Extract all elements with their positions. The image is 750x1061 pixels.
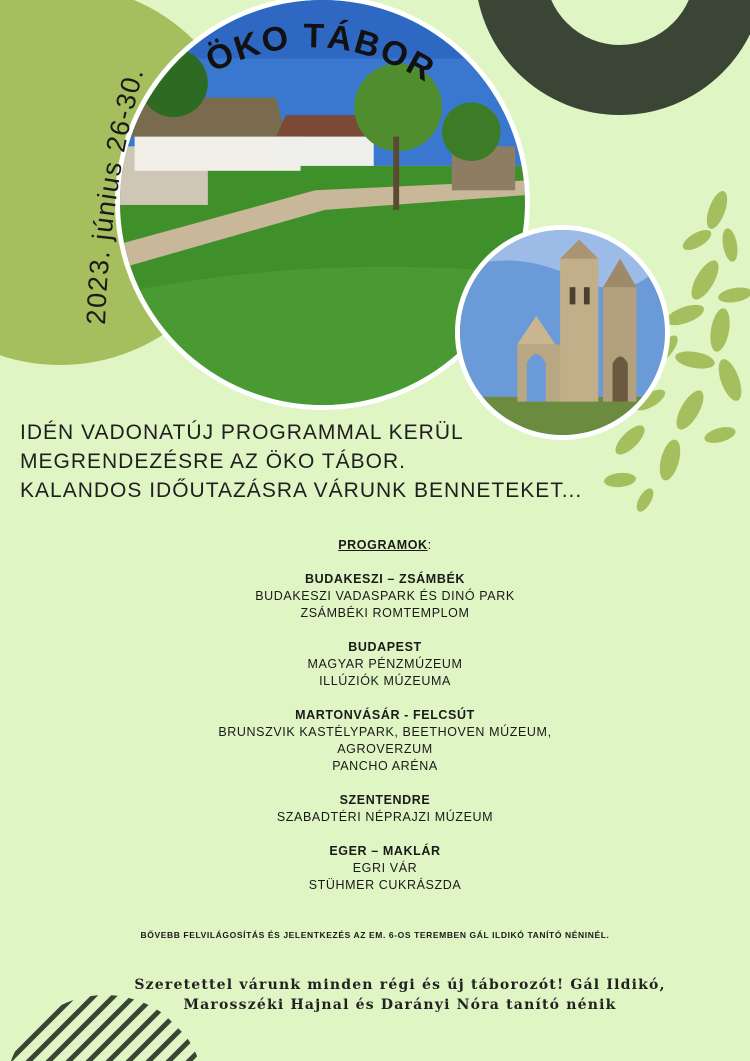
intro-line: IDÉN VADONATÚJ PROGRAMMAL KERÜL: [20, 421, 464, 444]
program-group: [0, 707, 750, 775]
program-group-title: BUDAKESZI – ZSÁMBÉK: [304, 572, 466, 586]
program-group-title: MARTONVÁSÁR - FELCSÚT: [295, 708, 475, 722]
intro-line: KALANDOS IDŐUTAZÁSRA VÁRUNK BENNETEKET...: [20, 479, 583, 502]
program-item: ILLÚZIÓK MÚZEUMA: [319, 674, 451, 688]
closing-line: Marosszéki Hajnal és Darányi Nóra tanító nénik: [183, 997, 617, 1013]
dark-ring-decoration: [470, 0, 750, 130]
svg-text:ÖKO TÁBOR: ÖKO TÁBOR: [200, 17, 442, 90]
program-item: MAGYAR PÉNZMÚZEUM: [307, 657, 463, 671]
intro-text: [20, 418, 640, 505]
title-text: [190, 10, 450, 90]
program-item: BRUNSZVIK KASTÉLYPARK, BEETHOVEN MÚZEUM,: [218, 725, 552, 739]
program-item: EGRI VÁR: [352, 861, 418, 875]
closing-message: [80, 975, 720, 1015]
closing-line: Szeretettel várunk minden régi és új táborozót! Gál Ildikó,: [134, 977, 666, 993]
date-text: [60, 20, 180, 340]
program-item: SZABADTÉRI NÉPRAJZI MÚZEUM: [276, 810, 494, 824]
program-group: [0, 571, 750, 622]
program-item: STÜHMER CUKRÁSZDA: [308, 878, 462, 892]
church-ruin-photo: [455, 225, 670, 440]
program-group: [0, 792, 750, 826]
program-group: [0, 639, 750, 690]
program-group: [0, 843, 750, 894]
programs-list: [0, 537, 750, 911]
program-group-title: SZENTENDRE: [339, 793, 431, 807]
program-item: PANCHO ARÉNA: [332, 759, 438, 773]
program-item: AGROVERZUM: [337, 742, 433, 756]
svg-text:2023. június 26-30.: 2023. június 26-30.: [80, 63, 150, 326]
program-group-title: EGER – MAKLÁR: [329, 844, 441, 858]
program-item: ZSÁMBÉKI ROMTEMPLOM: [300, 606, 470, 620]
intro-line: MEGRENDEZÉSRE AZ ÖKO TÁBOR.: [20, 450, 407, 473]
program-group-title: BUDAPEST: [348, 640, 422, 654]
info-note: BŐVEBB FELVILÁGOSÍTÁS ÉS JELENTKEZÉS AZ EM. 6-OS TEREMBEN GÁL ILDIKÓ TANÍTÓ NÉNINÉL.: [140, 930, 610, 940]
program-item: BUDAKESZI VADASPARK ÉS DINÓ PARK: [255, 589, 515, 603]
programs-heading: PROGRAMOK:: [338, 538, 432, 552]
